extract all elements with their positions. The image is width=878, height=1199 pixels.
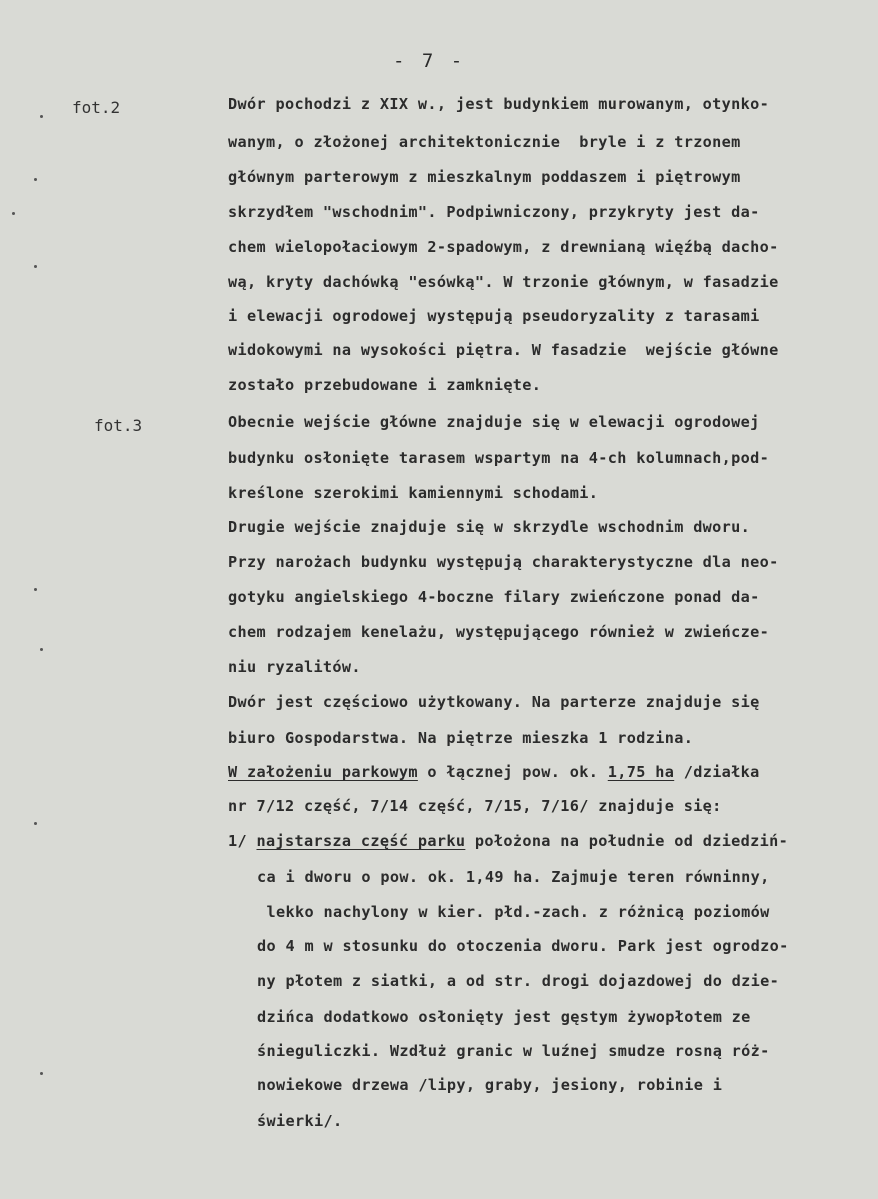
margin-dot <box>12 212 15 215</box>
text-line: biuro Gospodarstwa. Na piętrze mieszka 1 rodzina. <box>228 729 694 747</box>
text-line: kreślone szerokimi kamiennymi schodami. <box>228 484 599 502</box>
text-line: zostało przebudowane i zamknięte. <box>228 376 542 394</box>
text-line: Dwór jest częściowo użytkowany. Na parterze znajduje się <box>228 693 760 711</box>
text-line: śnieguliczki. Wzdłuż granic w luźnej smudze rosną róż- <box>257 1042 770 1060</box>
text-line-park-area <box>228 763 760 781</box>
underlined-area: 1,75 ha <box>607 763 675 781</box>
margin-dot <box>40 115 43 118</box>
text-line: widokowymi na wysokości piętra. W fasadzie wejście główne <box>228 341 779 359</box>
text-span: o łącznej pow. ok. <box>417 763 608 781</box>
text-line: Obecnie wejście główne znajduje się w elewacji ogrodowej <box>228 413 760 431</box>
text-line: wanym, o złożonej architektonicznie bryle i z trzonem <box>228 133 741 151</box>
margin-dot <box>34 822 37 825</box>
text-line: ca i dworu o pow. ok. 1,49 ha. Zajmuje teren równinny, <box>257 868 770 886</box>
text-line: i elewacji ogrodowej występują pseudoryzality z tarasami <box>228 307 760 325</box>
page-number: - 7 - <box>393 50 466 72</box>
text-line: gotyku angielskiego 4-boczne filary zwieńczone ponad da- <box>228 588 760 606</box>
underlined-phrase: W założeniu parkowym <box>228 763 418 781</box>
margin-dot <box>34 265 37 268</box>
text-line: Drugie wejście znajduje się w skrzydle wschodnim dworu. <box>228 518 751 536</box>
text-line: Przy narożach budynku występują charakterystyczne dla neo- <box>228 553 779 571</box>
margin-dot <box>40 648 43 651</box>
text-span: /działka <box>674 763 760 781</box>
text-line: głównym parterowym z mieszkalnym poddaszem i piętrowym <box>228 168 741 186</box>
text-line: do 4 m w stosunku do otoczenia dworu. Park jest ogrodzo- <box>257 937 789 955</box>
list-number: 1/ <box>228 832 257 850</box>
text-line: budynku osłonięte tarasem wspartym na 4-ch kolumnach,pod- <box>228 449 770 467</box>
underlined-phrase: najstarsza część parku <box>256 832 466 850</box>
text-line: dzińca dodatkowo osłonięty jest gęstym żywopłotem ze <box>257 1008 751 1026</box>
text-line: wą, kryty dachówką "esówką". W trzonie głównym, w fasadzie <box>228 273 779 291</box>
text-line: nr 7/12 część, 7/14 część, 7/15, 7/16/ znajduje się: <box>228 797 722 815</box>
text-line: świerki/. <box>257 1112 343 1130</box>
text-span: położona na południe od dziedziń- <box>465 832 789 850</box>
text-line: skrzydłem "wschodnim". Podpiwniczony, przykryty jest da- <box>228 203 760 221</box>
margin-dot <box>34 588 37 591</box>
margin-dot <box>34 178 37 181</box>
photo-ref-fot2: fot.2 <box>72 98 121 117</box>
text-line: niu ryzalitów. <box>228 658 361 676</box>
text-line: lekko nachylony w kier. płd.-zach. z różnicą poziomów <box>257 903 770 921</box>
text-line: chem rodzajem kenelażu, występującego również w zwieńcze- <box>228 623 770 641</box>
text-line: chem wielopołaciowym 2-spadowym, z drewnianą więźbą dacho- <box>228 238 779 256</box>
list-item-1-heading <box>228 832 788 850</box>
margin-dot <box>40 1072 43 1075</box>
photo-ref-fot3: fot.3 <box>94 416 143 435</box>
text-line: ny płotem z siatki, a od str. drogi dojazdowej do dzie- <box>257 972 780 990</box>
text-line: Dwór pochodzi z XIX w., jest budynkiem murowanym, otynko- <box>228 95 770 113</box>
text-line: nowiekowe drzewa /lipy, graby, jesiony, robinie i <box>257 1076 723 1094</box>
